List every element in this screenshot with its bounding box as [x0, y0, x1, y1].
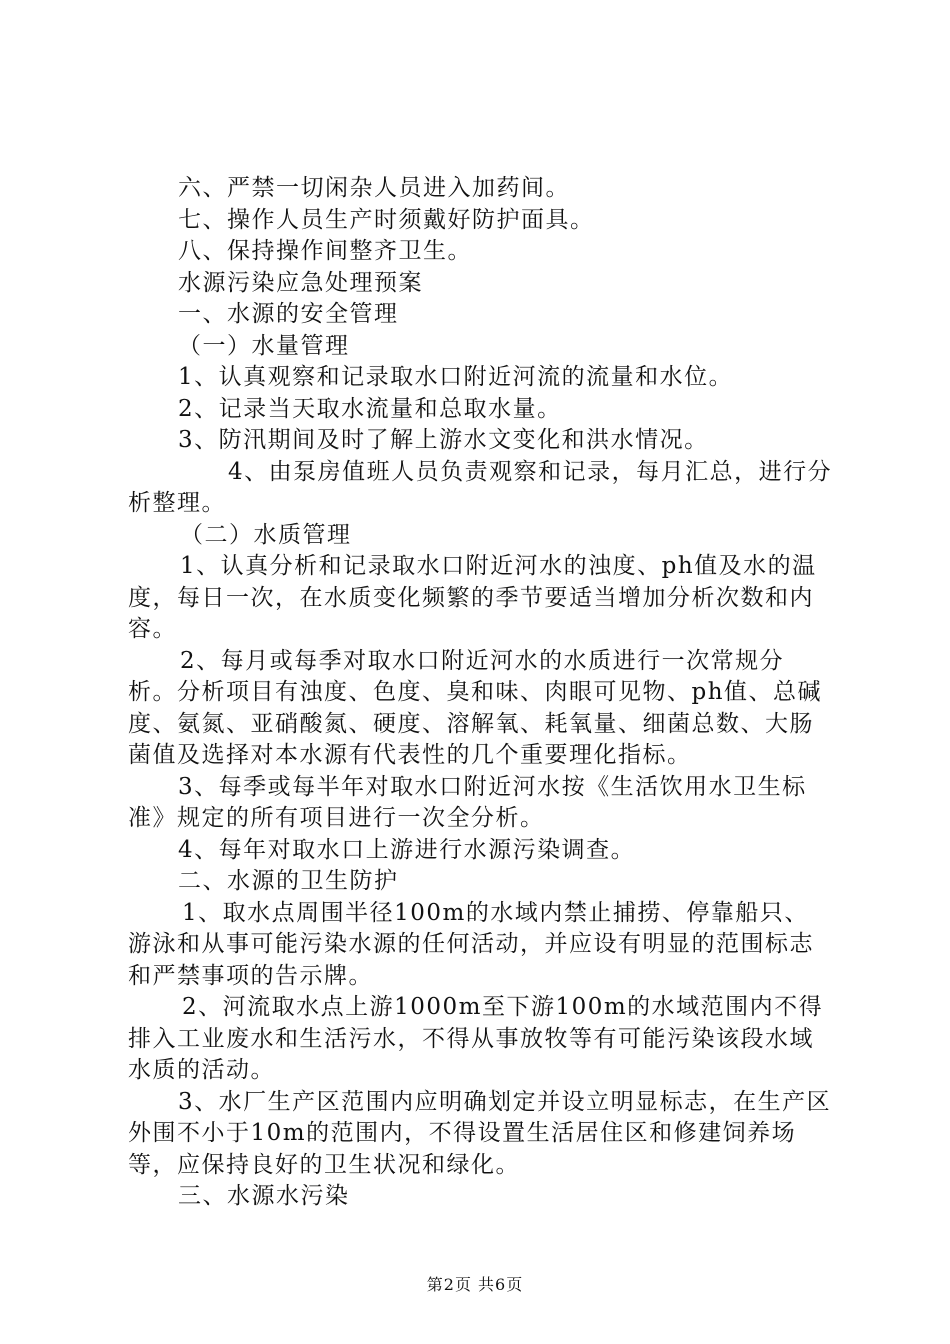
subheading-water-quantity: （一）水量管理	[178, 332, 350, 359]
heading-source-pollution: 三、水源水污染	[178, 1183, 350, 1209]
subheading-water-quality: （二）水质管理	[180, 521, 352, 548]
quality-item-1-text: 1、认真分析和记录取水口附近河水的浊度、ph值及水的温度，每日一次，在水质变化频繁的季节要适当增加分析次数和内容。	[128, 553, 817, 642]
quality-item-1	[128, 551, 833, 646]
quality-item-4: 4、每年对取水口上游进行水源污染调查。	[178, 836, 636, 863]
quantity-item-1: 1、认真观察和记录取水口附近河流的流量和水位。	[178, 364, 734, 390]
rule-8: 八、保持操作间整齐卫生。	[178, 238, 472, 264]
protection-item-2-text: 2、河流取水点上游1000m至下游100m的水域范围内不得排入工业废水和生活污水，不得从事放牧等有可能污染该段水域水质的活动。	[128, 994, 824, 1083]
protection-item-1-text: 1、取水点周围半径100m的水域内禁止捕捞、停靠船只、游泳和从事可能污染水源的任何活动，并应设有明显的范围标志和严禁事项的告示牌。	[128, 899, 814, 989]
quality-item-2-text: 2、每月或每季对取水口附近河水的水质进行一次常规分析。分析项目有浊度、色度、臭和味、肉眼可见物、ph值、总碱度、氨氮、亚硝酸氮、硬度、溶解氧、耗氧量、细菌总数、大肠菌值及选择对本水源有代表性的几个重要理化指标。	[128, 647, 823, 768]
quality-item-3	[128, 772, 833, 835]
heading-safety-management: 一、水源的安全管理	[178, 301, 399, 327]
document-body	[128, 173, 833, 1213]
rule-6: 六、严禁一切闲杂人员进入加药间。	[178, 175, 570, 201]
section-title: 水源污染应急处理预案	[178, 269, 423, 296]
page-footer: 第2页 共6页	[426, 1275, 524, 1294]
quantity-item-4-text: 4、由泵房值班人员负责观察和记录，每月汇总，进行分析整理。	[128, 458, 833, 516]
heading-sanitary-protection: 二、水源的卫生防护	[178, 868, 399, 894]
protection-item-1	[128, 898, 833, 993]
quality-item-2	[128, 646, 833, 772]
protection-item-3-text: 3、水厂生产区范围内应明确划定并设立明显标志，在生产区外围不小于10m的范围内，不得设置生活居住区和修建饲养场等，应保持良好的卫生状况和绿化。	[128, 1088, 832, 1178]
quantity-item-3: 3、防汛期间及时了解上游水文变化和洪水情况。	[178, 427, 709, 453]
protection-item-3	[128, 1087, 833, 1182]
quantity-item-2: 2、记录当天取水流量和总取水量。	[178, 395, 562, 422]
protection-item-2	[128, 992, 833, 1087]
rule-7: 七、操作人员生产时须戴好防护面具。	[178, 206, 595, 233]
quality-item-3-text: 3、每季或每半年对取水口附近河水按《生活饮用水卫生标准》规定的所有项目进行一次全分析。	[128, 773, 807, 831]
quantity-item-4	[128, 457, 833, 520]
